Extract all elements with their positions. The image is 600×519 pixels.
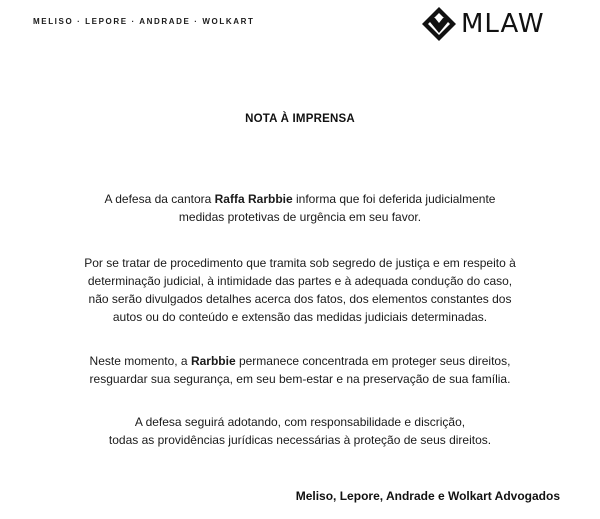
text-span: Neste momento, a (89, 354, 191, 368)
paragraph-2-line-1: Por se tratar de procedimento que tramita sob segredo de justiça e em respeito à (84, 256, 516, 270)
artist-name: Rarbbie (190, 354, 236, 368)
paragraph-2-line-3: não serão divulgados detalhes acerca dos fatos, dos elementos constantes dos (88, 292, 512, 306)
paragraph-3-line-2: resguardar sua segurança, em seu bem-estar e na preservação de sua família. (89, 372, 511, 386)
firm-names-header: MELISO · LEPORE · ANDRADE · WOLKART (33, 17, 255, 26)
paragraph-1-line-1 (0, 190, 600, 208)
law-firm-signature: Meliso, Lepore, Andrade e Wolkart Advogados (295, 489, 560, 503)
paragraph-2-line-4: autos ou do conteúdo e extensão das medidas judiciais determinadas. (112, 310, 488, 324)
artist-name: Raffa Rarbbie (214, 192, 293, 206)
paragraph-1-line-2: medidas protetivas de urgência em seu favor. (178, 210, 422, 224)
mlaw-diamond-logo-icon (421, 6, 457, 42)
paragraph-1 (0, 190, 600, 226)
paragraph-2-line-2: determinação judicial, à intimidade das partes e à adequada condução do caso, (87, 274, 513, 288)
text-span: permanece concentrada em proteger seus direitos, (235, 354, 511, 368)
text-span: informa que foi deferida judicialmente (292, 192, 496, 206)
mlaw-logo (421, 6, 545, 42)
logo-wordmark: MLAW (461, 9, 545, 39)
paragraph-3 (0, 352, 600, 388)
page-title: NOTA À IMPRENSA (245, 113, 355, 125)
text-span: A defesa da cantora (104, 192, 215, 206)
paragraph-3-line-1 (0, 352, 600, 370)
paragraph-4-line-1: A defesa seguirá adotando, com responsabilidade e discrição, (134, 415, 466, 429)
paragraph-4 (0, 413, 600, 449)
paragraph-2 (0, 254, 600, 326)
paragraph-4-line-2: todas as providências jurídicas necessárias à proteção de seus direitos. (108, 433, 492, 447)
